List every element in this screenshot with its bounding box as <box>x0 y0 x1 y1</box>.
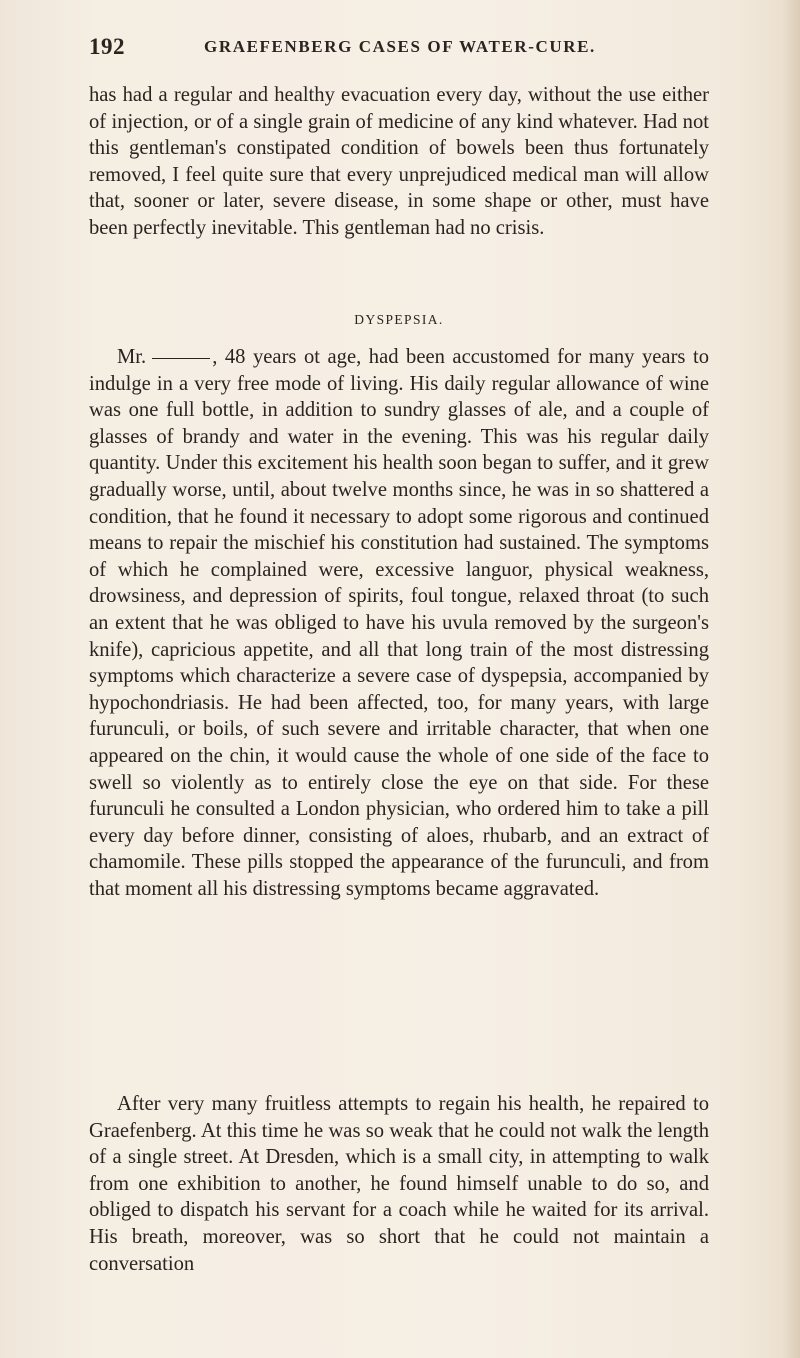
patient-title: Mr. <box>117 346 147 368</box>
running-head: GRAEFENBERG CASES OF WATER-CURE. <box>204 37 596 56</box>
page-number: 192 <box>89 34 125 59</box>
section-heading: DYSPEPSIA. <box>354 312 444 327</box>
paragraph-continuation: has had a regular and healthy evacuation every day, without the use either of injection, or of a single grain of medicine of any kind whatever. Had not this gentleman's constipated condition of bowels been thus fortunately removed, I feel quite sure that every unprejudiced medical man will allow that, sooner or later, severe disease, in some shape or other, must have been perfectly inevitable. This gentleman had no crisis. <box>89 84 709 239</box>
paragraph-case-description-text: , 48 years ot age, had been accustomed for many years to indulge in a very free mode of living. His daily regular allowance of wine was one full bottle, in addition to sundry glasses of ale, and a couple of glasses of brandy and water in the evening. This was his regular daily quantity. Under this excitement his health soon began to suffer, and it grew gradually worse, until, about twelve months since, he was in so shattered a condition, that he found it necessary to adopt some rigorous and continued means to repair the mischief his constitution had sustained. The symptoms of which he complained were, excessive languor, physical weakness, drowsiness, and depression of spirits, foul tongue, relaxed throat (to such an extent that he was obliged to have his uvula removed by the surgeon's knife), capricious appetite, and all that long train of the most distressing symptoms which characterize a severe case of dyspepsia, accompanied by hypochondriasis. He had been affected, too, for many years, with large furunculi, or boils, of such severe and irritable character, that when one appeared on the chin, it would cause the whole of one side of the face to swell so violently as to entirely close the eye on that side. For these furunculi he consulted a London physician, who ordered him to take a pill every day before dinner, consisting of aloes, rhubarb, and an extract of chamomile. These pills stopped the appearance of the furunculi, and from that moment all his distressing symptoms became aggravated. <box>89 346 709 900</box>
name-redaction-dash <box>152 358 210 359</box>
paragraph-case-description <box>89 344 709 902</box>
page-header <box>89 34 729 64</box>
paragraph-graefenberg-visit: After very many fruitless attempts to regain his health, he repaired to Graefenberg. At this time he was so weak that he could not walk the length of a single street. At Dresden, which is a small city, in attempting to walk from one exhibition to another, he found himself unable to do so, and obliged to dispatch his servant for a coach while he waited for its arrival. His breath, moreover, was so short that he could not maintain a conversation <box>89 1093 709 1275</box>
page-edge-shadow <box>782 0 800 1358</box>
